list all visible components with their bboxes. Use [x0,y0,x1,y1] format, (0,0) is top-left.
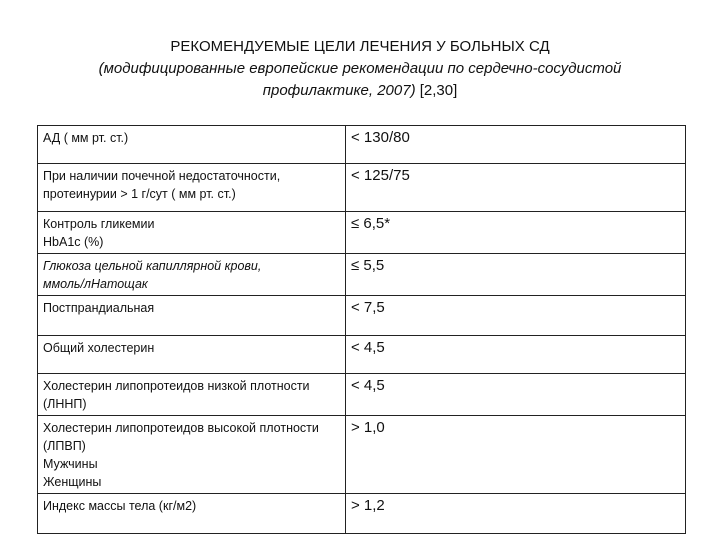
table-row [38,336,686,374]
table-row [38,126,686,164]
parameter-text: Холестерин липопротеидов высокой плотности [43,421,319,435]
target-value-cell: > 1,2 [346,494,686,534]
parameter-text: Глюкоза цельной капиллярной крови, [43,259,262,273]
parameter-text: Женщины [43,475,102,489]
parameter-cell [38,164,346,212]
parameter-text: протеинурии > 1 г/сут ( мм рт. ст.) [43,187,236,201]
parameter-cell [38,336,346,374]
target-value-cell: < 4,5 [346,336,686,374]
title-subtitle-end: профилактике, 2007) [262,82,416,99]
target-value-cell: < 4,5 [346,374,686,416]
parameter-cell [38,374,346,416]
parameter-cell [38,296,346,336]
treatment-targets-table [37,125,686,534]
parameter-text: Постпрандиальная [43,301,155,315]
target-value-cell: > 1,0 [346,416,686,494]
table-row [38,164,686,212]
parameter-text: Контроль гликемии [43,217,155,231]
parameter-text: Холестерин липопротеидов низкой плотности [43,379,310,393]
parameter-text: Индекс массы тела (кг/м2) [43,499,197,513]
title-subtitle: (модифицированные европейские рекомендации по сердечно-сосудистой [98,60,622,77]
slide-title [40,36,680,102]
target-value-cell: ≤ 6,5* [346,212,686,254]
parameter-cell [38,212,346,254]
table-row [38,416,686,494]
table-row [38,254,686,296]
parameter-text: ммоль/лНатощак [43,277,148,291]
parameter-text: HbA1c (%) [43,235,104,249]
table-row [38,494,686,534]
parameter-text: (ЛННП) [43,397,87,411]
target-value-cell: < 7,5 [346,296,686,336]
title-main: РЕКОМЕНДУЕМЫЕ ЦЕЛИ ЛЕЧЕНИЯ У БОЛЬНЫХ СД [170,38,550,55]
table-row [38,374,686,416]
parameter-cell [38,254,346,296]
target-value-cell: < 130/80 [346,126,686,164]
parameter-text: АД ( мм рт. ст.) [43,131,129,145]
parameter-cell [38,494,346,534]
parameter-cell [38,126,346,164]
table-row [38,212,686,254]
parameter-text: Общий холестерин [43,341,155,355]
parameter-text: При наличии почечной недостаточности, [43,169,281,183]
title-reference: [2,30] [415,82,458,99]
parameter-cell [38,416,346,494]
parameter-text: Мужчины [43,457,98,471]
parameter-text: (ЛПВП) [43,439,86,453]
table-row [38,296,686,336]
target-value-cell: ≤ 5,5 [346,254,686,296]
target-value-cell: < 125/75 [346,164,686,212]
